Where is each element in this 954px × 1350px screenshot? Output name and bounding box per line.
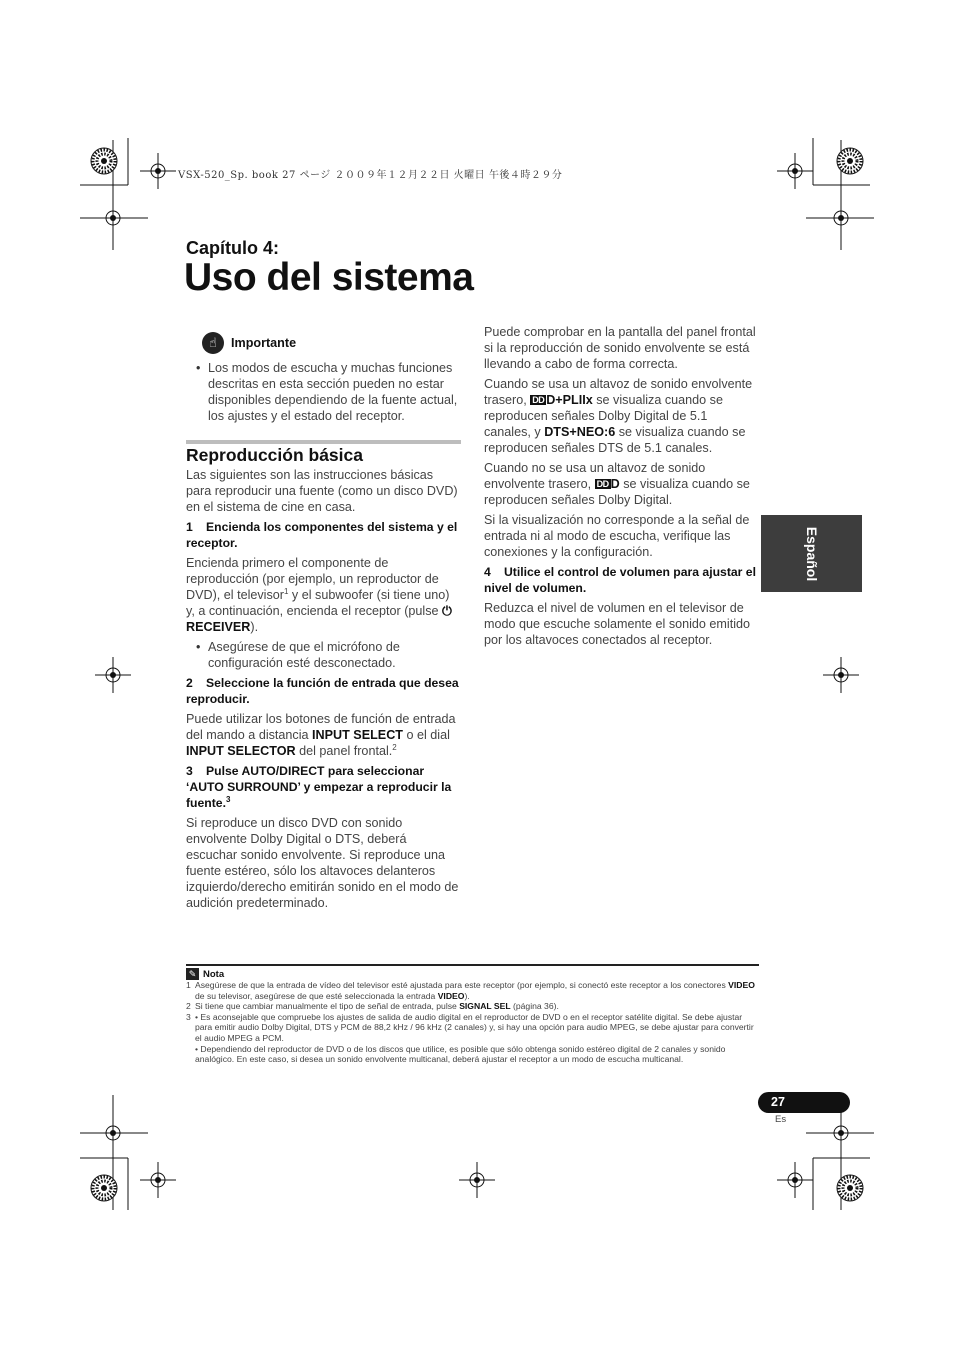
language-tab-label: Español bbox=[803, 526, 820, 581]
right-column bbox=[484, 324, 756, 652]
section-title: Reproducción básica bbox=[186, 445, 363, 465]
step-4-heading: 4 Utilice el control de volumen para ajustar el nivel de volumen. bbox=[484, 565, 756, 595]
display-check-paragraph: Puede comprobar en la pantalla del panel frontal si la reproducción de sonido envolvente se está llevando a cabo de forma correcta. bbox=[484, 325, 756, 371]
step-1-body: Encienda primero el componente de reproducción (por ejemplo, un reproductor de DVD), el televisor$^1$ y el subwoofer (si tiene uno) y, a continuación, encienda el receptor (pulse ⏻ RECEIVER). bbox=[186, 556, 452, 634]
step-4-body: Reduzca el nivel de volumen en el televisor de modo que escuche solamente el sonido emitido por los altavoces conectados al receptor. bbox=[484, 601, 751, 647]
step-3-heading: 3 Pulse AUTO/DIRECT para seleccionar ‘AUTO SURROUND’ y empezar a reproducir la fuente.$^3$ bbox=[186, 764, 452, 810]
important-header bbox=[202, 332, 461, 354]
footnote-1: 1 Asegúrese de que la entrada de vídeo del televisor esté ajustada para este receptor (por ejemplo, si conectó este receptor a los conectores VIDEO de su televisor, asegúrese de que esté seleccionada la entrada VIDEO). bbox=[186, 980, 755, 1001]
step-1-heading: 1 Encienda los componentes del sistema y el receptor. bbox=[186, 520, 458, 550]
section-intro: Las siguientes son las instrucciones básicas para reproducir una fuente (como un disco DVD) en el sistema de cine en casa. bbox=[186, 468, 458, 514]
left-column bbox=[186, 332, 461, 915]
book-header: VSX-520_Sp. book 27 ページ ２００９年１２月２２日 火曜日 午後４時２９分 bbox=[178, 170, 563, 181]
step-1-bullet: • Asegúrese de que el micrófono de configuración esté desconectado. bbox=[186, 639, 461, 671]
dolby-digital-icon: DD bbox=[596, 479, 609, 489]
important-bullet: • Los modos de escucha y muchas funciones descritas en esta sección pueden no estar disponibles dependiendo de la fuente actual, los ajustes y el estado del receptor. bbox=[186, 360, 461, 424]
language-tab bbox=[761, 515, 862, 592]
page-title: Uso del sistema bbox=[184, 256, 474, 299]
chapter-label: Capítulo 4: bbox=[186, 238, 279, 258]
verify-paragraph: Si la visualización no corresponde a la señal de entrada ni al modo de escucha, verifique las conexiones y la configuración. bbox=[484, 513, 750, 559]
step-2-heading: 2 Seleccione la función de entrada que desea reproducir. bbox=[186, 676, 459, 706]
footnote-3: 3 • Es aconsejable que compruebe los ajustes de salida de audio digital en el reproductor de DVD o en el receptor satélite digital. Se debe ajustar para emitir audio Dolby Digital, DTS y PCM de 88,2 kHz / 96 kHz (2 canales) y, si hay una opción para audio MPEG, se debe ajustar para convertir el audio MPEG a PCM. • Dependiendo del reproductor de DVD o de los discos que utilice, es posible que sólo obtenga sonido estéreo digital de 2 canales y sonido analógico. En este caso, si desea un sonido envolvente multicanal, deberá ajustar el receptor a un modo de escucha multicanal. bbox=[186, 1011, 754, 1065]
important-hand-icon: ☝ bbox=[202, 332, 224, 354]
dolby-digital-icon: DD bbox=[532, 395, 545, 405]
step-2-body: Puede utilizar los botones de función de entrada del mando a distancia INPUT SELECT o el dial INPUT SELECTOR del panel frontal.$^2$ bbox=[186, 712, 456, 758]
no-surround-back-paragraph: Cuando no se usa un altavoz de sonido envolvente trasero, DD D se visualiza cuando se reproducen señales Dolby Digital. bbox=[484, 461, 750, 507]
notes-divider bbox=[186, 964, 759, 966]
note-pencil-icon: ✎ bbox=[186, 968, 199, 980]
page-number-badge bbox=[758, 1092, 850, 1113]
surround-back-paragraph: Cuando se usa un altavoz de sonido envolvente trasero, DD D+PLIIx se visualiza cuando se reproducen señales Dolby Digital de 5.1 canales, y DTS+NEO:6 se visualiza cuando se reproducen señales DTS de 5.1 canales. bbox=[484, 377, 753, 455]
step-3-body: Si reproduce un disco DVD con sonido envolvente Dolby Digital o DTS, deberá escuchar sonido envolvente. Si reproduce una fuente estéreo, sólo los altavoces delanteros izquierdo/derecho emitirán sonido en el modo de audición predeterminado. bbox=[186, 816, 459, 910]
page-number: 27 bbox=[771, 1095, 785, 1109]
section-divider bbox=[186, 440, 461, 444]
footnotes bbox=[186, 980, 761, 1065]
footnote-2: 2 Si tiene que cambiar manualmente el tipo de señal de entrada, pulse SIGNAL SEL (página 36). bbox=[186, 1001, 559, 1012]
important-title: Importante bbox=[231, 336, 297, 350]
notes-header bbox=[186, 968, 224, 980]
page-language-code: Es bbox=[775, 1114, 787, 1125]
notes-title: Nota bbox=[203, 968, 225, 980]
power-icon: ⏻ bbox=[442, 604, 452, 618]
